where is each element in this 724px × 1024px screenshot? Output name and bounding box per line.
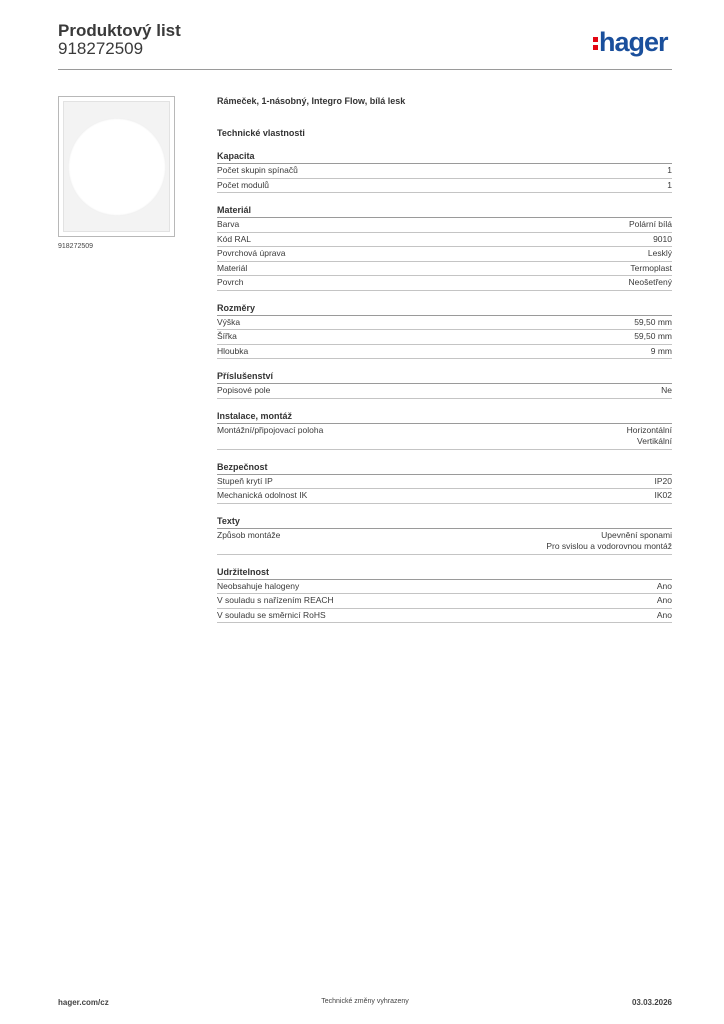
section-title: Bezpečnost bbox=[217, 462, 672, 475]
logo-text: hager bbox=[599, 27, 668, 57]
property-value-line: Ano bbox=[656, 580, 672, 591]
property-value bbox=[655, 476, 673, 488]
property-row bbox=[217, 218, 672, 233]
property-row bbox=[217, 276, 672, 291]
property-value bbox=[667, 180, 672, 192]
properties-section bbox=[217, 371, 672, 399]
document-title: Produktový list bbox=[58, 21, 181, 40]
property-label: V souladu se směrnicí RoHS bbox=[217, 609, 326, 620]
property-value bbox=[651, 346, 672, 358]
product-image bbox=[58, 96, 175, 237]
property-label: Způsob montáže bbox=[217, 529, 281, 540]
property-label: Materiál bbox=[217, 262, 248, 273]
property-value bbox=[634, 317, 672, 329]
property-value bbox=[648, 248, 672, 260]
property-label: Montážní/připojovací poloha bbox=[217, 424, 324, 435]
property-value-line: Pro svislou a vodorovnou montáž bbox=[546, 541, 672, 551]
property-value-line: Ano bbox=[656, 609, 672, 620]
property-value bbox=[629, 277, 672, 289]
property-row bbox=[217, 164, 672, 179]
section-title: Instalace, montáž bbox=[217, 411, 672, 424]
properties-section bbox=[217, 205, 672, 291]
property-value bbox=[634, 331, 672, 343]
property-row bbox=[217, 233, 672, 248]
property-row bbox=[217, 580, 672, 595]
properties-sections bbox=[217, 151, 672, 623]
property-label: Mechanická odolnost IK bbox=[217, 490, 308, 500]
section-title: Příslušenství bbox=[217, 371, 672, 384]
property-value-line: 59,50 mm bbox=[634, 316, 672, 327]
property-value-line: Lesklý bbox=[647, 248, 672, 258]
properties-section bbox=[217, 303, 672, 360]
property-value bbox=[661, 385, 672, 397]
product-name: Rámeček, 1-násobný, Integro Flow, bílá lesk bbox=[217, 96, 406, 106]
footer-notice: Technické změny vyhrazeny bbox=[321, 998, 409, 1005]
property-value bbox=[546, 530, 672, 553]
product-details bbox=[217, 95, 672, 623]
frame-opening-icon bbox=[68, 118, 166, 216]
property-label: Barva bbox=[217, 219, 240, 229]
property-label: Šířka bbox=[217, 331, 237, 341]
property-label: Kód RAL bbox=[217, 233, 252, 244]
property-value-line: 1 bbox=[667, 179, 672, 190]
property-row bbox=[217, 345, 672, 360]
property-value-line: 1 bbox=[667, 165, 672, 175]
property-value bbox=[657, 610, 672, 622]
property-value bbox=[653, 234, 672, 246]
property-row bbox=[217, 529, 672, 555]
footer-website: hager.com/cz bbox=[58, 998, 109, 1007]
property-row bbox=[217, 247, 672, 262]
properties-section bbox=[217, 567, 672, 624]
property-label: Stupeň krytí IP bbox=[217, 475, 273, 486]
frame-plate-icon bbox=[63, 101, 170, 232]
section-title: Materiál bbox=[217, 205, 672, 218]
property-value-line: Vertikální bbox=[637, 436, 672, 446]
property-value-line: Horizontální bbox=[626, 424, 672, 435]
property-value-line: 9 mm bbox=[650, 345, 672, 356]
property-value bbox=[657, 581, 672, 593]
property-label: Povrchová úprava bbox=[217, 248, 286, 258]
property-value bbox=[655, 490, 673, 502]
property-row bbox=[217, 424, 672, 450]
property-row bbox=[217, 262, 672, 277]
property-value-line: 59,50 mm bbox=[634, 331, 672, 341]
property-value bbox=[627, 425, 672, 448]
property-value bbox=[629, 219, 672, 231]
property-value-line: Ne bbox=[661, 385, 672, 395]
property-value-line: Upevnění sponami bbox=[601, 529, 672, 540]
section-title: Rozměry bbox=[217, 303, 672, 316]
property-value bbox=[667, 165, 672, 177]
property-label: V souladu s nařízením REACH bbox=[217, 595, 334, 605]
property-row bbox=[217, 489, 672, 504]
property-value-line: Neošetřený bbox=[628, 277, 672, 287]
property-value-line: Polární bílá bbox=[629, 219, 672, 229]
document-number: 918272509 bbox=[58, 39, 144, 58]
property-value-line: IP20 bbox=[654, 475, 672, 486]
properties-section bbox=[217, 516, 672, 555]
section-title: Texty bbox=[217, 516, 672, 529]
property-row bbox=[217, 609, 672, 624]
property-label: Popisové pole bbox=[217, 385, 271, 395]
property-label: Neobsahuje halogeny bbox=[217, 580, 300, 591]
header-divider bbox=[58, 69, 672, 70]
section-title: Kapacita bbox=[217, 151, 672, 164]
property-value bbox=[657, 595, 672, 607]
property-label: Počet skupin spínačů bbox=[217, 165, 298, 175]
property-label: Hloubka bbox=[217, 345, 249, 356]
properties-section bbox=[217, 462, 672, 504]
property-value-line: 9010 bbox=[653, 233, 672, 244]
property-row bbox=[217, 179, 672, 194]
property-row bbox=[217, 475, 672, 490]
property-label: Počet modulů bbox=[217, 179, 269, 190]
property-row bbox=[217, 594, 672, 609]
properties-heading: Technické vlastnosti bbox=[217, 128, 305, 138]
property-value-line: Ano bbox=[656, 595, 672, 605]
property-value bbox=[630, 263, 672, 275]
property-row bbox=[217, 384, 672, 399]
section-title: Udržitelnost bbox=[217, 567, 672, 580]
property-value-line: IK02 bbox=[654, 490, 672, 500]
property-row bbox=[217, 330, 672, 345]
property-label: Povrch bbox=[217, 277, 244, 287]
footer-date: 03.03.2026 bbox=[631, 998, 672, 1007]
properties-section bbox=[217, 151, 672, 193]
property-row bbox=[217, 316, 672, 331]
properties-section bbox=[217, 411, 672, 450]
hager-logo bbox=[593, 27, 668, 57]
property-value-line: Termoplast bbox=[630, 262, 672, 273]
logo-colon-icon bbox=[593, 37, 598, 50]
image-caption: 918272509 bbox=[58, 243, 94, 250]
property-label: Výška bbox=[217, 316, 241, 327]
